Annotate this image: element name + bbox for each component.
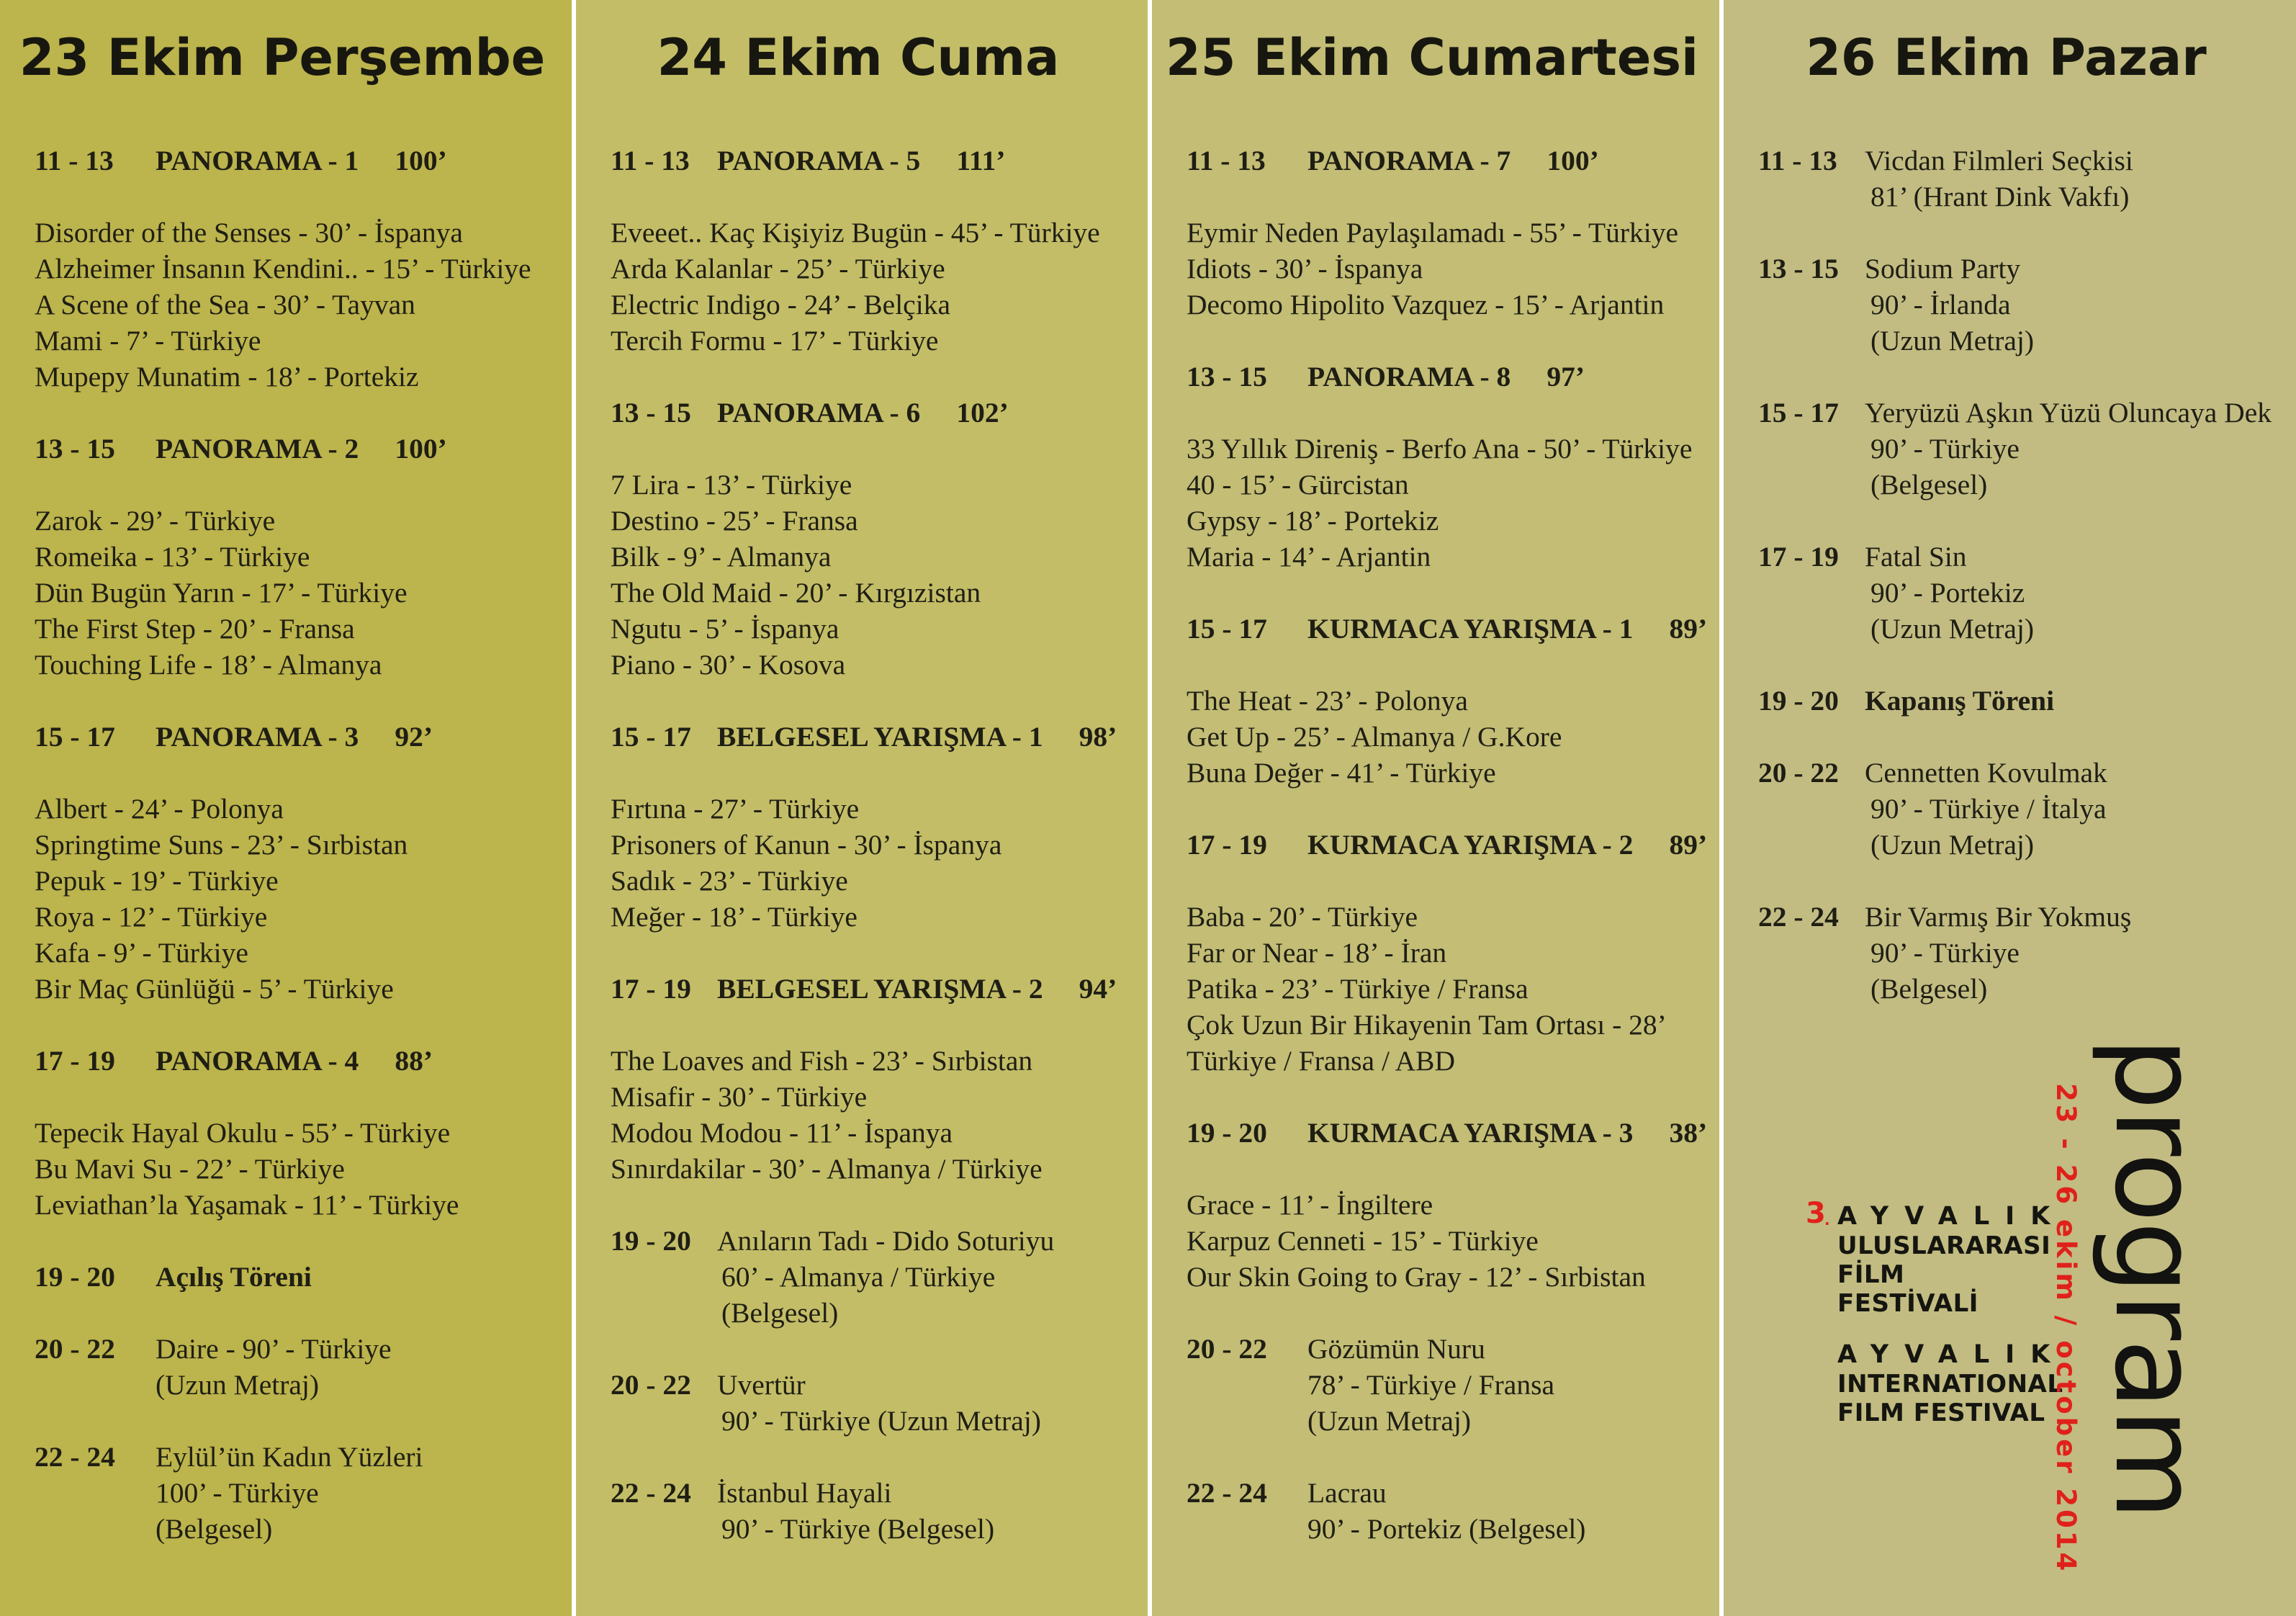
film-entry: The Loaves and Fish - 23’ - Sırbistan [611, 1045, 1033, 1077]
slot-title: KURMACA YARIŞMA - 2 [1307, 829, 1634, 861]
slot-title: PANORAMA - 2 [156, 433, 359, 464]
film-detail: (Uzun Metraj) [1870, 829, 2035, 861]
schedule-list [611, 143, 1140, 1547]
film-detail: (Belgesel) [156, 1513, 273, 1545]
slot-title: PANORAMA - 5 [717, 145, 921, 176]
schedule-list [35, 143, 564, 1547]
spacer [35, 683, 564, 719]
logo-line-ayvalik-tr: AYVALIK [1837, 1202, 2066, 1231]
festival-dates-vertical [2048, 1083, 2084, 1574]
slot-duration: 100’ [395, 145, 447, 176]
slot-time: 17 - 19 [611, 973, 691, 1005]
film-entry: Far or Near - 18’ - İran [1187, 937, 1447, 969]
film-title: Bir Varmış Bir Yokmuş [1865, 901, 2132, 933]
slot-duration: 88’ [395, 1045, 433, 1077]
slot-time: 22 - 24 [35, 1441, 115, 1473]
film-entry: Zarok - 29’ - Türkiye [35, 505, 276, 537]
spacer [35, 467, 564, 503]
spacer [611, 755, 1140, 791]
spacer [1187, 863, 1712, 899]
schedule-slot [35, 1043, 564, 1079]
schedule-slot [35, 1331, 564, 1367]
film-entry: Decomo Hipolito Vazquez - 15’ - Arjantin [1187, 289, 1665, 320]
spacer [35, 1403, 564, 1439]
spacer [35, 755, 564, 791]
slot-time: 20 - 22 [35, 1333, 115, 1365]
film-entry: Albert - 24’ - Polonya [35, 793, 284, 825]
schedule-slot [611, 1475, 1140, 1511]
film-entry: Alzheimer İnsanın Kendini.. - 15’ - Türkiye [35, 253, 531, 284]
film-entry: Ngutu - 5’ - İspanya [611, 613, 839, 645]
schedule-slot [611, 143, 1140, 179]
slot-time: 15 - 17 [35, 721, 115, 753]
spacer [611, 1187, 1140, 1223]
logo-line-uluslararasi: ULUSLARARASI [1837, 1231, 2051, 1260]
slot-duration: 92’ [395, 721, 433, 753]
slot-time: 13 - 15 [611, 397, 691, 428]
slot-time: 22 - 24 [1187, 1477, 1267, 1509]
film-entry: Eymir Neden Paylaşılamadı - 55’ - Türkiye [1187, 217, 1679, 248]
spacer [1758, 359, 2289, 395]
slot-time: 19 - 20 [1758, 685, 1839, 717]
spacer [1187, 791, 1712, 827]
slot-title: PANORAMA - 8 [1307, 361, 1511, 392]
slot-time: 13 - 15 [1758, 253, 1839, 284]
slot-time: 19 - 20 [611, 1225, 691, 1257]
film-title: Daire - 90’ - Türkiye [156, 1333, 392, 1365]
film-entry: Meğer - 18’ - Türkiye [611, 901, 857, 933]
film-entry: Gypsy - 18’ - Portekiz [1187, 505, 1439, 537]
schedule-slot [35, 1259, 564, 1295]
film-entry: Destino - 25’ - Fransa [611, 505, 858, 537]
film-entry: Roya - 12’ - Türkiye [35, 901, 268, 933]
schedule-slot [1187, 827, 1712, 863]
film-detail: (Belgesel) [1870, 469, 1988, 500]
film-detail: 90’ - Portekiz [1870, 577, 2025, 609]
schedule-slot [1758, 143, 2289, 179]
film-title: Vicdan Filmleri Seçkisi [1865, 145, 2133, 176]
slot-duration: 102’ [956, 397, 1009, 428]
film-entry: The Old Maid - 20’ - Kırgızistan [611, 577, 981, 609]
film-entry: 40 - 15’ - Gürcistan [1187, 469, 1409, 500]
slot-title: Kapanış Töreni [1865, 685, 2055, 717]
film-entry: Get Up - 25’ - Almanya / G.Kore [1187, 721, 1562, 753]
slot-time: 15 - 17 [1758, 397, 1839, 428]
slot-time: 17 - 19 [1758, 541, 1839, 573]
program-wordmark [2089, 1037, 2224, 1519]
film-detail: 90’ - İrlanda [1870, 289, 2011, 320]
slot-title: PANORAMA - 6 [717, 397, 921, 428]
film-title: Cennetten Kovulmak [1865, 757, 2107, 789]
schedule-slot [35, 431, 564, 467]
schedule-slot [611, 971, 1140, 1007]
slot-title: PANORAMA - 4 [156, 1045, 359, 1077]
film-entry: Sınırdakilar - 30’ - Almanya / Türkiye [611, 1153, 1043, 1185]
film-entry: Dün Bugün Yarın - 17’ - Türkiye [35, 577, 408, 609]
slot-time: 15 - 17 [611, 721, 691, 753]
spacer [611, 683, 1140, 719]
spacer [1187, 575, 1712, 611]
film-entry: Tepecik Hayal Okulu - 55’ - Türkiye [35, 1117, 451, 1149]
slot-duration: 38’ [1669, 1117, 1708, 1149]
film-entry: Mupepy Munatim - 18’ - Portekiz [35, 361, 419, 392]
film-entry: Fırtına - 27’ - Türkiye [611, 793, 860, 825]
schedule-slot [1758, 395, 2289, 431]
slot-time: 11 - 13 [35, 145, 114, 176]
logo-line-ayvalik-en: AYVALIK [1837, 1340, 2066, 1369]
edition-number: 3 [1806, 1197, 1826, 1230]
film-title: Anıların Tadı - Dido Soturiyu [717, 1225, 1055, 1257]
film-title: Lacrau [1307, 1477, 1387, 1509]
spacer [1187, 1439, 1712, 1475]
spacer [1187, 1079, 1712, 1115]
slot-time: 22 - 24 [611, 1477, 691, 1509]
spacer [35, 1223, 564, 1259]
film-entry: Idiots - 30’ - İspanya [1187, 253, 1423, 284]
spacer [35, 395, 564, 431]
slot-time: 15 - 17 [1187, 613, 1267, 645]
film-entry: Sadık - 23’ - Türkiye [611, 865, 848, 897]
slot-time: 19 - 20 [1187, 1117, 1267, 1149]
logo-line-film-festival: FILM FESTIVAL [1837, 1399, 2045, 1427]
slot-time: 22 - 24 [1758, 901, 1839, 933]
film-detail: 90’ - Türkiye [1870, 937, 2020, 969]
film-entry: Maria - 14’ - Arjantin [1187, 541, 1431, 573]
schedule-list [1187, 143, 1712, 1547]
spacer [1187, 179, 1712, 215]
film-entry: Bu Mavi Su - 22’ - Türkiye [35, 1153, 345, 1185]
schedule-slot [1758, 755, 2289, 791]
film-entry: Prisoners of Kanun - 30’ - İspanya [611, 829, 1002, 861]
spacer [1758, 863, 2289, 899]
spacer [1758, 647, 2289, 683]
film-entry: Springtime Suns - 23’ - Sırbistan [35, 829, 408, 861]
day-title: 25 Ekim Cumartesi [1166, 28, 1698, 87]
schedule-slot [1187, 1331, 1712, 1367]
film-detail: 90’ - Türkiye / İtalya [1870, 793, 2107, 825]
film-detail: 90’ - Türkiye [1870, 433, 2020, 464]
spacer [35, 1007, 564, 1043]
spacer [1187, 395, 1712, 431]
film-entry: Bir Maç Günlüğü - 5’ - Türkiye [35, 973, 394, 1005]
film-detail: (Belgesel) [1870, 973, 1988, 1005]
film-entry: Kafa - 9’ - Türkiye [35, 937, 248, 969]
film-detail: 60’ - Almanya / Türkiye [721, 1261, 996, 1293]
slot-title: PANORAMA - 3 [156, 721, 359, 753]
spacer [1187, 647, 1712, 683]
spacer [1187, 1295, 1712, 1331]
slot-time: 17 - 19 [35, 1045, 115, 1077]
film-entry: Misafir - 30’ - Türkiye [611, 1081, 868, 1113]
film-entry: Bilk - 9’ - Almanya [611, 541, 832, 573]
film-entry: The First Step - 20’ - Fransa [35, 613, 355, 645]
slot-time: 11 - 13 [1187, 145, 1266, 176]
spacer [1187, 1151, 1712, 1187]
film-entry: Modou Modou - 11’ - İspanya [611, 1117, 953, 1149]
slot-time: 20 - 22 [1758, 757, 1839, 789]
film-title: Gözümün Nuru [1307, 1333, 1485, 1365]
slot-title: KURMACA YARIŞMA - 1 [1307, 613, 1634, 645]
slot-time: 19 - 20 [35, 1261, 115, 1293]
film-entry: A Scene of the Sea - 30’ - Tayvan [35, 289, 415, 320]
film-entry: Baba - 20’ - Türkiye [1187, 901, 1418, 933]
festival-logo [1806, 1197, 2066, 1427]
day-column-thursday [0, 0, 572, 1616]
film-title: Yeryüzü Aşkın Yüzü Oluncaya Dek [1865, 397, 2272, 428]
slot-title: PANORAMA - 1 [156, 145, 359, 176]
spacer [611, 1331, 1140, 1367]
film-detail: 90’ - Portekiz (Belgesel) [1307, 1513, 1586, 1545]
spacer [611, 1007, 1140, 1043]
film-entry: Electric Indigo - 24’ - Belçika [611, 289, 950, 320]
slot-time: 13 - 15 [1187, 361, 1267, 392]
schedule-slot [35, 1439, 564, 1475]
film-title: Eylül’ün Kadın Yüzleri [156, 1441, 423, 1473]
day-title: 23 Ekim Perşembe [19, 28, 546, 87]
film-title: Fatal Sin [1865, 541, 1967, 573]
film-entry: The Heat - 23’ - Polonya [1187, 685, 1468, 717]
slot-time: 11 - 13 [611, 145, 690, 176]
film-entry: Piano - 30’ - Kosova [611, 649, 846, 681]
film-entry: Patika - 23’ - Türkiye / Fransa [1187, 973, 1529, 1005]
film-entry: Pepuk - 19’ - Türkiye [35, 865, 279, 897]
spacer [611, 431, 1140, 467]
film-title: Sodium Party [1865, 253, 2021, 284]
film-entry: Türkiye / Fransa / ABD [1187, 1045, 1456, 1077]
film-entry: 7 Lira - 13’ - Türkiye [611, 469, 852, 500]
spacer [35, 1079, 564, 1115]
film-entry: Our Skin Going to Gray - 12’ - Sırbistan [1187, 1261, 1646, 1293]
slot-time: 17 - 19 [1187, 829, 1267, 861]
film-title: Uvertür [717, 1369, 806, 1401]
schedule-slot [611, 719, 1140, 755]
spacer [1758, 719, 2289, 755]
spacer [611, 359, 1140, 395]
film-detail: 90’ - Türkiye (Belgesel) [721, 1513, 995, 1545]
schedule-slot [1187, 359, 1712, 395]
slot-title: Açılış Töreni [156, 1261, 312, 1293]
slot-title: BELGESEL YARIŞMA - 1 [717, 721, 1043, 753]
film-detail: (Uzun Metraj) [1307, 1405, 1472, 1437]
film-detail: (Uzun Metraj) [1870, 325, 2035, 356]
spacer [611, 1439, 1140, 1475]
schedule-slot [1187, 143, 1712, 179]
schedule-slot [611, 1367, 1140, 1403]
slot-duration: 100’ [395, 433, 447, 464]
film-entry: Eveeet.. Kaç Kişiyiz Bugün - 45’ - Türkiye [611, 217, 1100, 248]
schedule-slot [35, 143, 564, 179]
slot-title: PANORAMA - 7 [1307, 145, 1511, 176]
film-entry: Disorder of the Senses - 30’ - İspanya [35, 217, 463, 248]
spacer [611, 179, 1140, 215]
festival-dates-text: 23 - 26 ekim / october 2014 [2050, 1083, 2081, 1574]
schedule-slot [611, 395, 1140, 431]
day-column-friday [576, 0, 1148, 1616]
schedule-slot [1187, 1475, 1712, 1511]
edition-dot: . [1824, 1211, 1830, 1229]
slot-duration: 111’ [956, 145, 1006, 176]
slot-title: KURMACA YARIŞMA - 3 [1307, 1117, 1634, 1149]
film-detail: (Uzun Metraj) [1870, 613, 2035, 645]
film-entry: Buna Değer - 41’ - Türkiye [1187, 757, 1496, 789]
spacer [611, 935, 1140, 971]
film-entry: Mami - 7’ - Türkiye [35, 325, 261, 356]
slot-duration: 98’ [1079, 721, 1117, 753]
film-detail: 78’ - Türkiye / Fransa [1307, 1369, 1554, 1401]
spacer [1758, 503, 2289, 539]
film-entry: Grace - 11’ - İngiltere [1187, 1189, 1433, 1221]
schedule-slot [1758, 251, 2289, 287]
film-entry: Romeika - 13’ - Türkiye [35, 541, 310, 573]
logo-line-international: INTERNATIONAL [1837, 1370, 2063, 1399]
film-entry: Tercih Formu - 17’ - Türkiye [611, 325, 939, 356]
film-detail: 81’ (Hrant Dink Vakfı) [1870, 181, 2130, 212]
slot-title: BELGESEL YARIŞMA - 2 [717, 973, 1043, 1005]
schedule-slot [1187, 611, 1712, 647]
day-title: 26 Ekim Pazar [1806, 28, 2207, 87]
slot-time: 20 - 22 [1187, 1333, 1267, 1365]
slot-time: 13 - 15 [35, 433, 115, 464]
spacer [35, 1295, 564, 1331]
day-column-saturday [1152, 0, 1719, 1616]
slot-duration: 97’ [1547, 361, 1585, 392]
film-detail: 100’ - Türkiye [156, 1477, 319, 1509]
film-entry: Arda Kalanlar - 25’ - Türkiye [611, 253, 945, 284]
film-detail: (Uzun Metraj) [156, 1369, 320, 1401]
film-detail: 90’ - Türkiye (Uzun Metraj) [721, 1405, 1041, 1437]
spacer [35, 179, 564, 215]
slot-time: 20 - 22 [611, 1369, 691, 1401]
spacer [1187, 323, 1712, 359]
day-title: 24 Ekim Cuma [657, 28, 1060, 87]
schedule-slot [611, 1223, 1140, 1259]
film-entry: Karpuz Cenneti - 15’ - Türkiye [1187, 1225, 1539, 1257]
slot-duration: 89’ [1669, 613, 1708, 645]
schedule-slot [1758, 683, 2289, 719]
schedule-slot [35, 719, 564, 755]
film-entry: Touching Life - 18’ - Almanya [35, 649, 382, 681]
film-entry: Leviathan’la Yaşamak - 11’ - Türkiye [35, 1189, 459, 1221]
slot-time: 11 - 13 [1758, 145, 1837, 176]
logo-line-film-festivali: FİLM FESTİVALİ [1837, 1260, 1978, 1318]
film-title: İstanbul Hayali [717, 1477, 892, 1509]
slot-duration: 89’ [1669, 829, 1708, 861]
schedule-slot [1187, 1115, 1712, 1151]
spacer [1758, 215, 2289, 251]
film-detail: (Belgesel) [721, 1297, 839, 1329]
slot-duration: 94’ [1079, 973, 1117, 1005]
film-entry: 33 Yıllık Direniş - Berfo Ana - 50’ - Türkiye [1187, 433, 1693, 464]
film-entry: Çok Uzun Bir Hikayenin Tam Ortası - 28’ [1187, 1009, 1667, 1041]
program-wordmark-text: program [2089, 1037, 2224, 1519]
schedule-slot [1758, 899, 2289, 935]
schedule-slot [1758, 539, 2289, 575]
schedule-list [1758, 143, 2289, 1007]
slot-duration: 100’ [1547, 145, 1599, 176]
